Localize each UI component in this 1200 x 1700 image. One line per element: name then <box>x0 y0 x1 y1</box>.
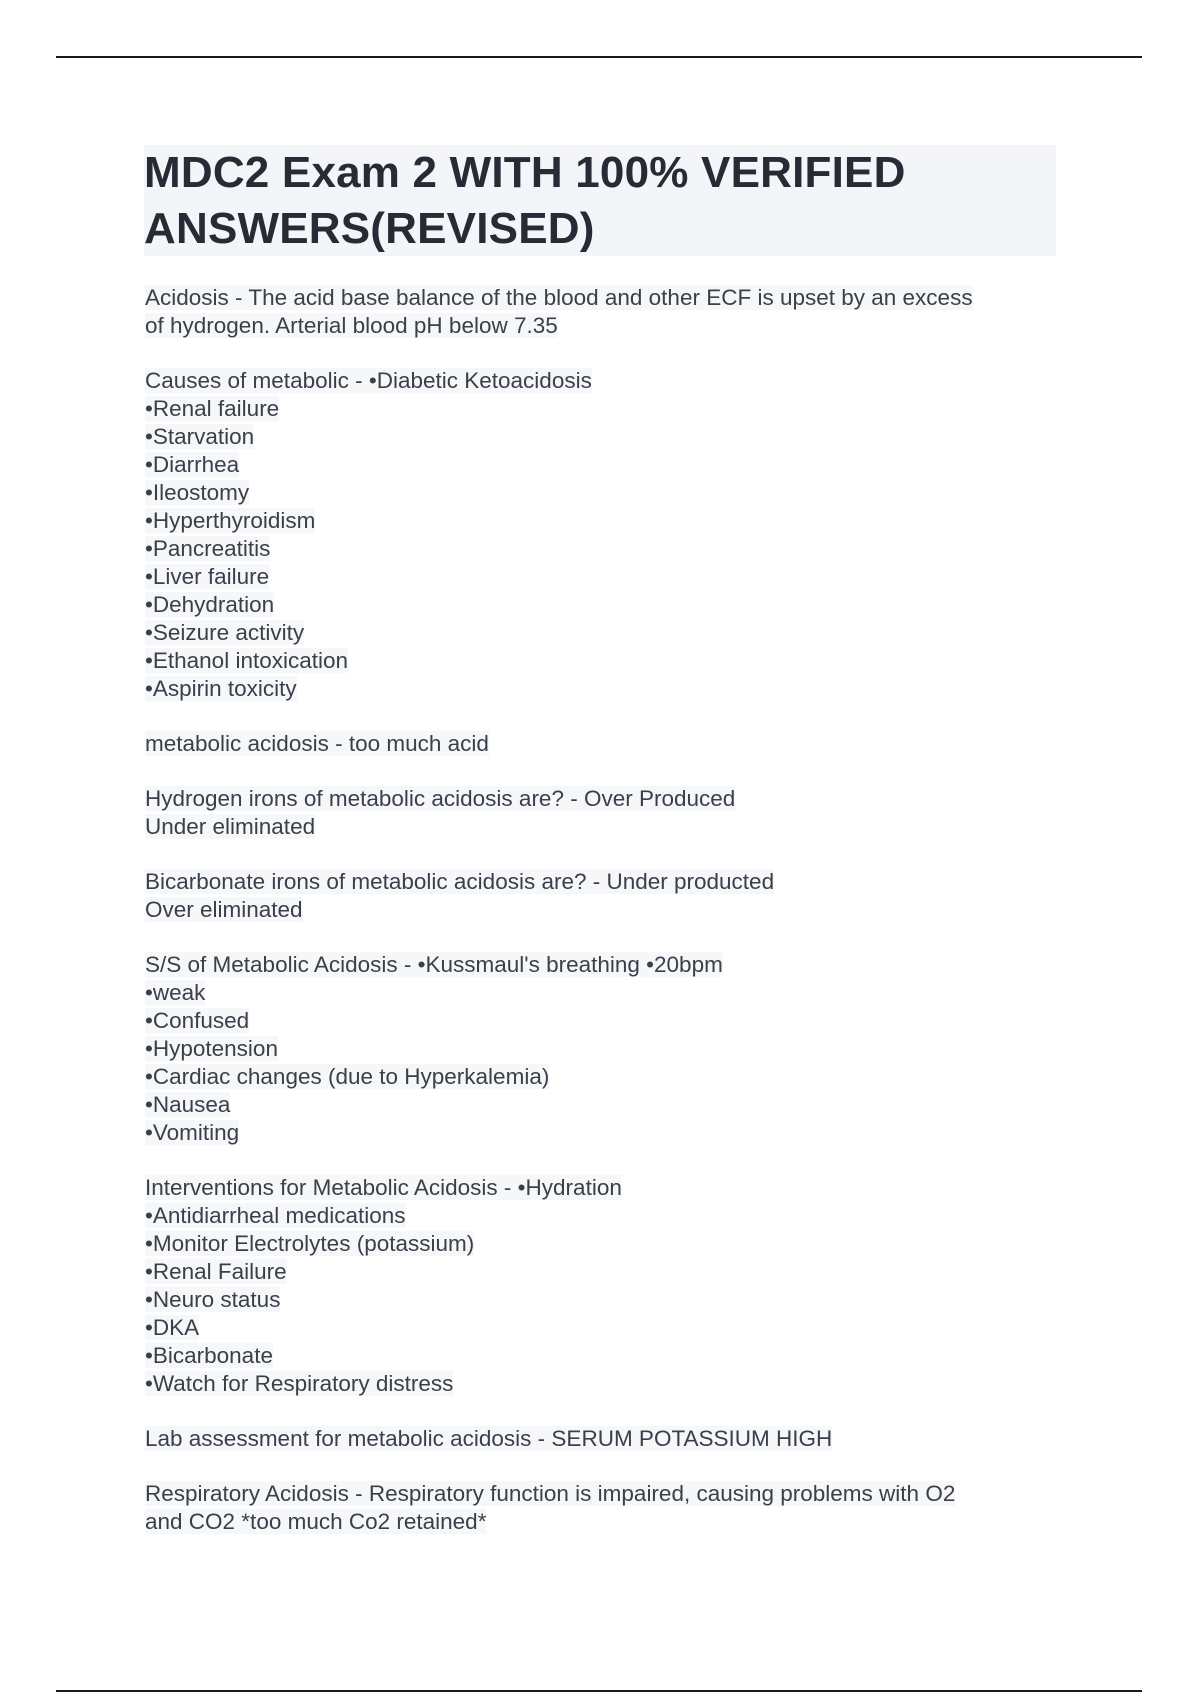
entry-bicarbonate-irons <box>145 868 1057 924</box>
entry-signs-symptoms <box>145 951 1057 1147</box>
entry-text: Causes of metabolic - •Diabetic Ketoacidosis •Renal failure •Starvation •Diarrhea •Ileostomy •Hyperthyroidism •Pancreatitis •Liver failure •Dehydration •Seizure activity •Ethanol intoxication •Aspirin toxicity <box>145 368 592 701</box>
entry-causes-metabolic <box>145 367 1057 703</box>
document-title: MDC2 Exam 2 WITH 100% VERIFIED ANSWERS(REVISED) <box>144 148 906 253</box>
entry-text: metabolic acidosis - too much acid <box>145 731 489 756</box>
entry-text: Hydrogen irons of metabolic acidosis are? - Over Produced Under eliminated <box>145 786 736 839</box>
entry-text: Acidosis - The acid base balance of the blood and other ECF is upset by an excess of hydrogen. Arterial blood pH below 7.35 <box>145 285 973 338</box>
entry-text: Lab assessment for metabolic acidosis - SERUM POTASSIUM HIGH <box>145 1426 833 1451</box>
bottom-rule <box>56 1690 1142 1692</box>
entry-text: Respiratory Acidosis - Respiratory function is impaired, causing problems with O2 and CO2 *too much Co2 retained* <box>145 1481 956 1534</box>
entry-interventions <box>145 1174 1057 1398</box>
entry-lab-assessment <box>145 1425 1057 1453</box>
entry-hydrogen-irons <box>145 785 1057 841</box>
title-block <box>144 145 1056 256</box>
entry-acidosis <box>145 284 1057 340</box>
top-rule <box>56 56 1142 58</box>
document-body <box>145 284 1057 1563</box>
entry-text: Bicarbonate irons of metabolic acidosis are? - Under producted Over eliminated <box>145 869 775 922</box>
entry-text: S/S of Metabolic Acidosis - •Kussmaul's breathing •20bpm •weak •Confused •Hypotension •Cardiac changes (due to Hyperkalemia) •Nausea •Vomiting <box>145 952 723 1145</box>
entry-metabolic-acidosis <box>145 730 1057 758</box>
entry-respiratory-acidosis <box>145 1480 1057 1536</box>
entry-text: Interventions for Metabolic Acidosis - •Hydration •Antidiarrheal medications •Monitor Electrolytes (potassium) •Renal Failure •Neuro status •DKA •Bicarbonate •Watch for Respiratory distress <box>145 1175 622 1396</box>
